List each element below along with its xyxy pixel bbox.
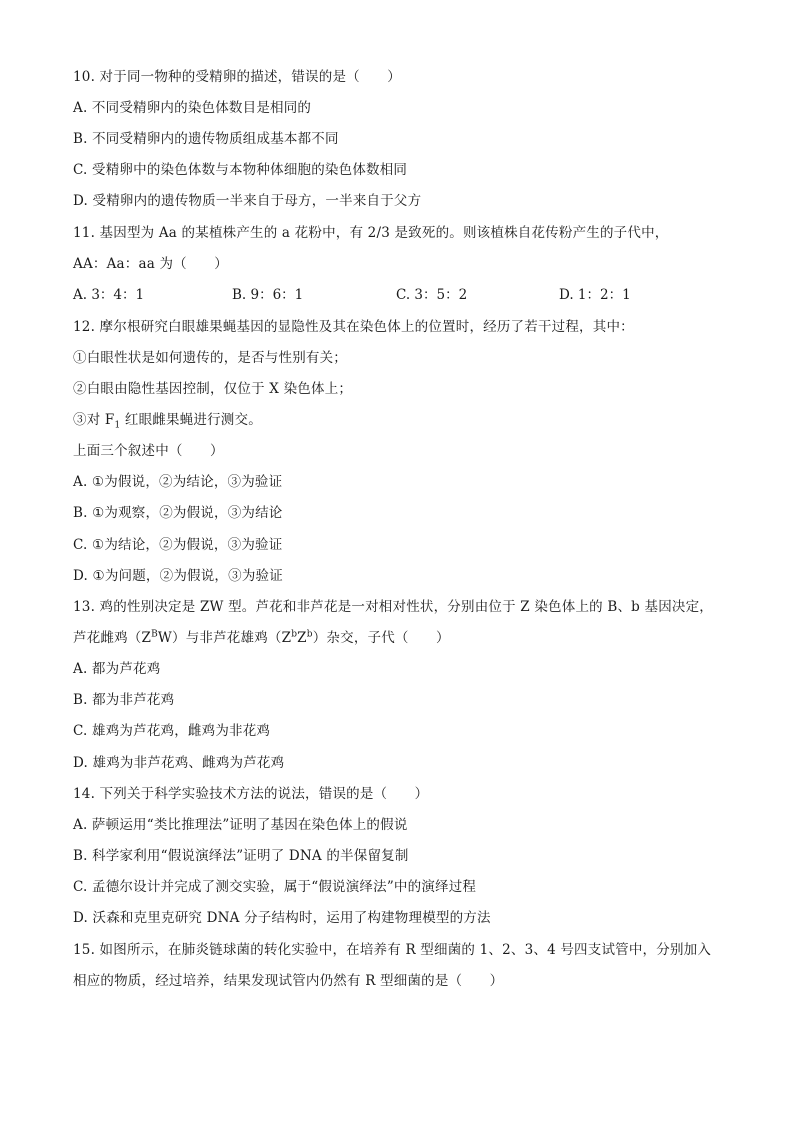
q14-option-a: A. 萨顿运用“类比推理法”证明了基因在染色体上的假说 [73,817,408,833]
q12-option-b: B. ①为观察，②为假说，③为结论 [73,505,283,521]
q12-stem: 12. 摩尔根研究白眼雄果蝇基因的显隐性及其在染色体上的位置时，经历了若干过程，其中： [73,319,634,335]
q11-option-c: C. 3：5：2 [396,287,468,303]
q13-option-b: B. 都为非芦花鸡 [73,692,175,708]
q12-option-d: D. ①为问题，②为假说，③为验证 [73,568,283,584]
q11-option-d: D. 1：2：1 [559,287,631,303]
q10-stem: 10. 对于同一物种的受精卵的描述，错误的是（ ） [73,69,401,85]
q13-option-a: A. 都为芦花鸡 [73,661,161,677]
q12-item-3: ③对 $F_1$ 红眼雌果蝇进行测交。 [73,412,262,431]
q12-item-2: ②白眼由隐性基因控制，仅位于 X 染色体上； [73,381,353,397]
q12-option-c: C. ①为结论，②为假说，③为验证 [73,537,283,553]
q11-stem: 11. 基因型为 Aa 的某植株产生的 a 花粉中，有 2/3 是致死的。则该植株自花传粉产生的子代中， [73,225,669,241]
q11-option-b: B. 9：6：1 [232,287,304,303]
q13-stem: 13. 鸡的性别决定是 ZW 型。芦花和非芦花是一对相对性状，分别由位于 Z 染色体上的 B、b 基因决定， [73,599,714,615]
q12-stem-2: 上面三个叙述中（ ） [73,443,224,459]
q13-option-d: D. 雄鸡为非芦花鸡、雌鸡为芦花鸡 [73,755,285,771]
q13-stem-2: 芦花雌鸡$(Z^BW)$与非芦花雄鸡$(Z^bZ^b)$杂交，子代（ ） [73,629,450,646]
q11-stem-ratio: AA：Aa：aa 为（ ） [73,256,228,272]
q15-stem-2: 相应的物质，经过培养，结果发现试管内仍然有 R 型细菌的是（ ） [73,973,504,989]
q11-option-a: A. 3：4：1 [73,287,145,303]
q14-option-c: C. 孟德尔设计并完成了测交实验，属于“假说演绎法”中的演绎过程 [73,879,477,895]
q12-item-1: ①白眼性状是如何遗传的，是否与性别有关； [73,350,347,366]
q14-option-d: D. 沃森和克里克研究 DNA 分子结构时，运用了构建物理模型的方法 [73,910,491,926]
q15-stem: 15. 如图所示，在肺炎链球菌的转化实验中，在培养有 R 型细菌的 1、2、3、4 号四支试管中，分别加入 [73,942,712,958]
q14-stem: 14. 下列关于科学实验技术方法的说法，错误的是（ ） [73,786,429,802]
q12-option-a: A. ①为假说，②为结论，③为验证 [73,474,283,490]
q10-option-a: A. 不同受精卵内的染色体数目是相同的 [73,100,312,116]
q10-option-d: D. 受精卵内的遗传物质一半来自于母方，一半来自于父方 [73,193,422,209]
q14-option-b: B. 科学家利用“假说演绎法”证明了 DNA 的半保留复制 [73,848,409,864]
q10-option-c: C. 受精卵中的染色体数与本物种体细胞的染色体数相同 [73,162,408,178]
q10-option-b: B. 不同受精卵内的遗传物质组成基本都不同 [73,131,339,147]
q13-option-c: C. 雄鸡为芦花鸡，雌鸡为非花鸡 [73,723,271,739]
